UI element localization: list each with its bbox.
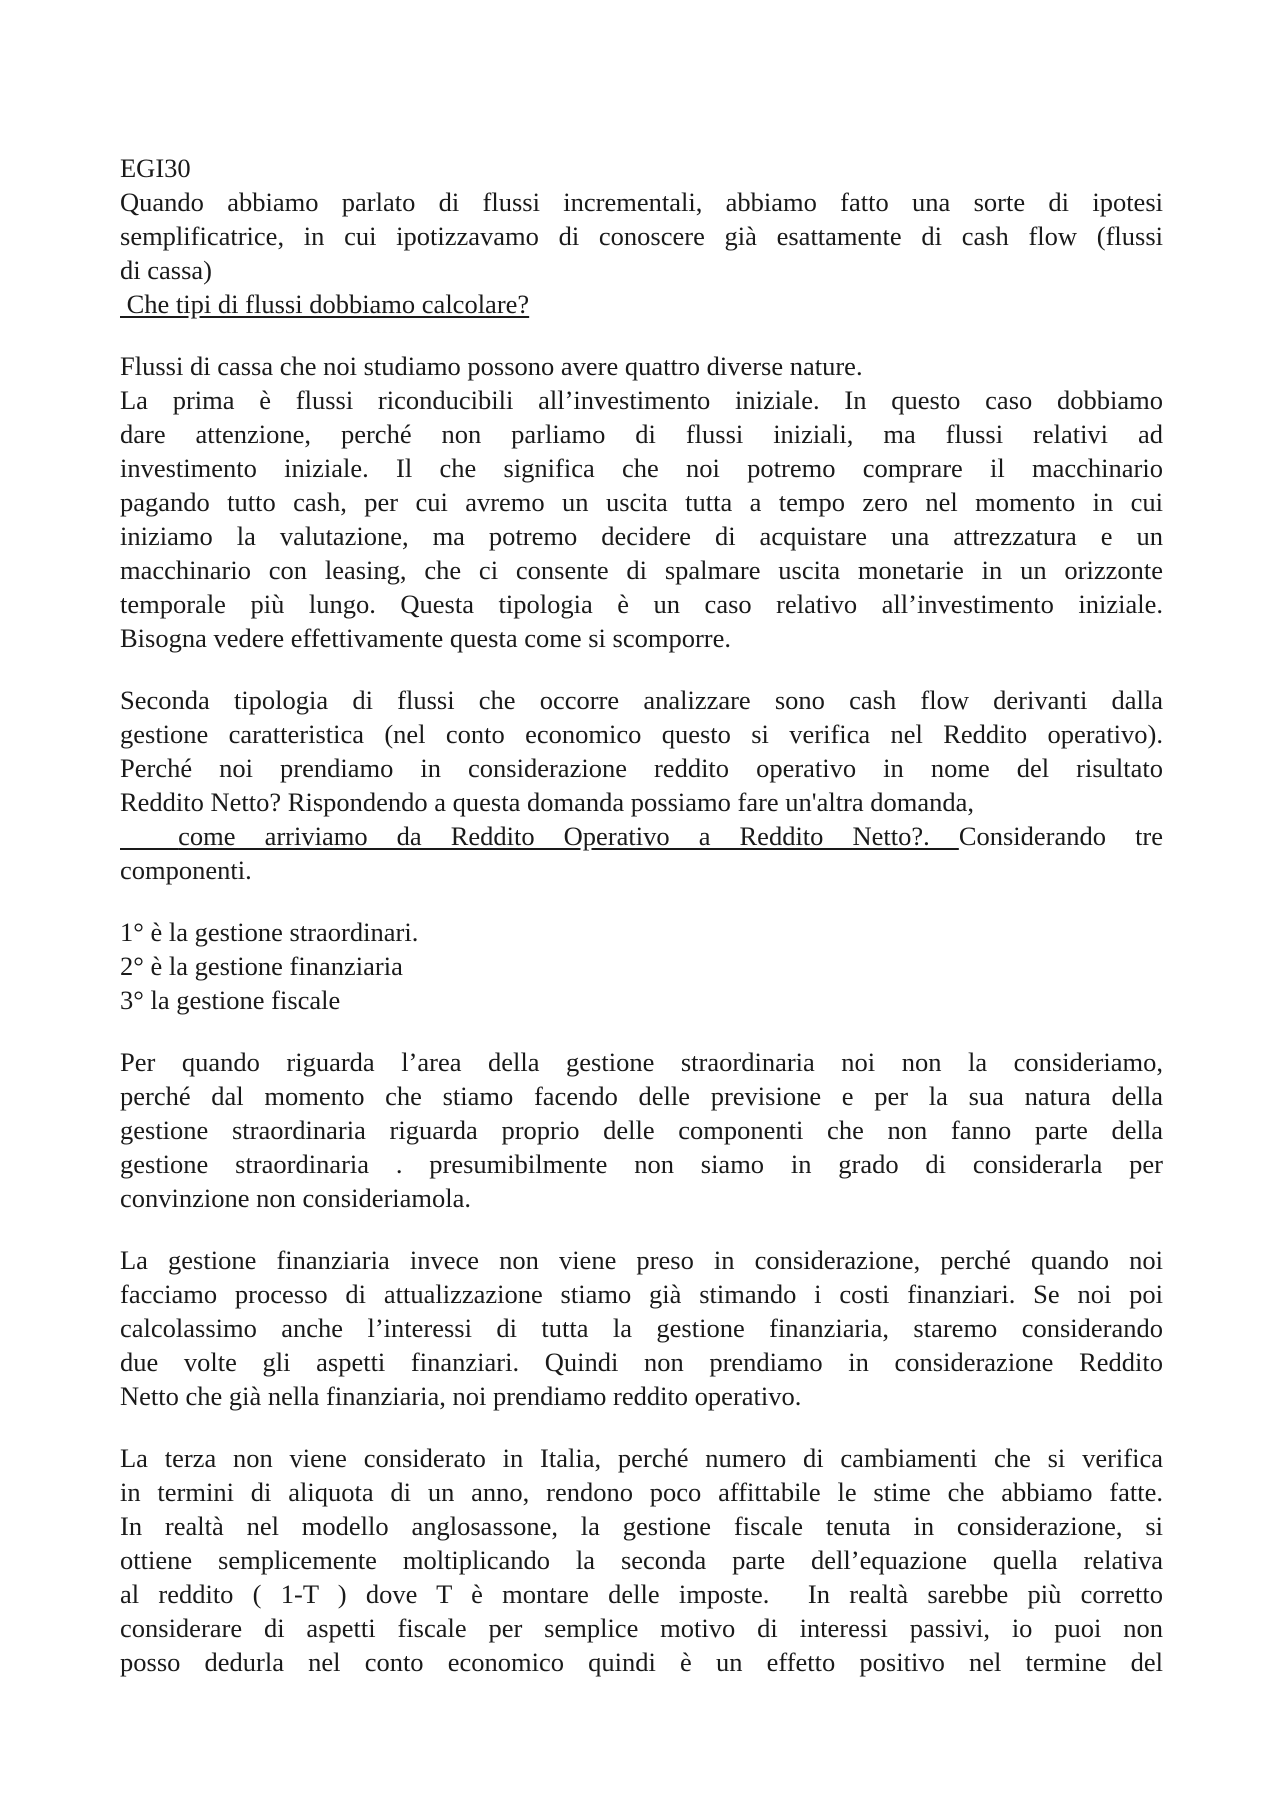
list-item: 2° è la gestione finanziaria bbox=[120, 951, 403, 981]
paragraph-line: Perché noi prendiamo in considerazione reddito operativo in nome del risultato bbox=[120, 753, 1163, 783]
underlined-question: come arriviamo da Reddito Operativo a Reddito Netto?. bbox=[120, 821, 959, 851]
paragraph-line: macchinario con leasing, che ci consente di spalmare uscita monetarie in un orizzonte bbox=[120, 555, 1163, 585]
paragraph-line: in termini di aliquota di un anno, rendono poco affittabile le stime che abbiamo fatte. bbox=[120, 1477, 1163, 1507]
paragraph-line: calcolassimo anche l’interessi di tutta la gestione finanziaria, staremo considerando bbox=[120, 1313, 1163, 1343]
question-line bbox=[120, 287, 1163, 321]
paragraph-investimento bbox=[120, 349, 1163, 655]
paragraph-line: La terza non viene considerato in Italia, perché numero di cambiamenti che si verifica bbox=[120, 1443, 1163, 1473]
paragraph-line: pagando tutto cash, per cui avremo un uscita tutta a tempo zero nel momento in cui bbox=[120, 487, 1163, 517]
paragraph-line: Seconda tipologia di flussi che occorre analizzare sono cash flow derivanti dalla bbox=[120, 685, 1163, 715]
paragraph-line: Flussi di cassa che noi studiamo possono avere quattro diverse nature. bbox=[120, 351, 863, 381]
paragraph-finanziaria bbox=[120, 1243, 1163, 1413]
paragraph-line: perché dal momento che stiamo facendo delle previsione e per la sua natura della bbox=[120, 1081, 1163, 1111]
paragraph-line: componenti. bbox=[120, 855, 252, 885]
paragraph-text: Considerando tre bbox=[958, 821, 1164, 851]
paragraph-line: gestione straordinaria riguarda proprio delle componenti che non fanno parte della bbox=[120, 1115, 1163, 1145]
paragraph-straordinaria bbox=[120, 1045, 1163, 1215]
paragraph-line: In realtà nel modello anglosassone, la gestione fiscale tenuta in considerazione, si bbox=[120, 1511, 1163, 1541]
paragraph-line: Per quando riguarda l’area della gestione straordinaria noi non la consideriamo, bbox=[120, 1047, 1163, 1077]
paragraph-line: facciamo processo di attualizzazione stiamo già stimando i costi finanziari. Se noi poi bbox=[120, 1279, 1163, 1309]
paragraph-line: La prima è flussi riconducibili all’investimento iniziale. In questo caso dobbiamo bbox=[120, 385, 1163, 415]
paragraph-line: La gestione finanziaria invece non viene preso in considerazione, perché quando noi bbox=[120, 1245, 1163, 1275]
paragraph-line: Netto che già nella finanziaria, noi prendiamo reddito operativo. bbox=[120, 1381, 802, 1411]
paragraph-line: al reddito ( 1-T ) dove T è montare delle imposte. In realtà sarebbe più corretto bbox=[120, 1579, 1163, 1609]
intro-line: Quando abbiamo parlato di flussi incrementali, abbiamo fatto una sorte di ipotesi bbox=[120, 187, 1163, 217]
paragraph-line: gestione caratteristica (nel conto economico questo si verifica nel Reddito operativo). bbox=[120, 719, 1163, 749]
intro-line: semplificatrice, in cui ipotizzavamo di conoscere già esattamente di cash flow (flussi bbox=[120, 221, 1163, 251]
paragraph-line: temporale più lungo. Questa tipologia è un caso relativo all’investimento iniziale. bbox=[120, 589, 1163, 619]
paragraph-line: gestione straordinaria . presumibilmente non siamo in grado di considerarla per bbox=[120, 1149, 1163, 1179]
paragraph-line: dare attenzione, perché non parliamo di flussi iniziali, ma flussi relativi ad bbox=[120, 419, 1163, 449]
document-header: EGI30 bbox=[120, 153, 191, 183]
paragraph-line: investimento iniziale. Il che significa che noi potremo comprare il macchinario bbox=[120, 453, 1163, 483]
paragraph-gestione-caratteristica bbox=[120, 683, 1163, 887]
document-body bbox=[120, 151, 1163, 1679]
intro-block bbox=[120, 151, 1163, 321]
list-item: 1° è la gestione straordinari. bbox=[120, 917, 419, 947]
paragraph-line: ottiene semplicemente moltiplicando la seconda parte dell’equazione quella relativa bbox=[120, 1545, 1163, 1575]
paragraph-line: Bisogna vedere effettivamente questa come si scomporre. bbox=[120, 623, 732, 653]
paragraph-fiscale bbox=[120, 1441, 1163, 1679]
paragraph-line: considerare di aspetti fiscale per semplice motivo di interessi passivi, io puoi non bbox=[120, 1613, 1163, 1643]
paragraph-line-mixed bbox=[120, 819, 1163, 853]
question-text: Che tipi di flussi dobbiamo calcolare? bbox=[120, 289, 530, 319]
list-item: 3° la gestione fiscale bbox=[120, 985, 341, 1015]
paragraph-line: convinzione non consideriamola. bbox=[120, 1183, 472, 1213]
paragraph-line: due volte gli aspetti finanziari. Quindi non prendiamo in considerazione Reddito bbox=[120, 1347, 1163, 1377]
paragraph-line: posso dedurla nel conto economico quindi è un effetto positivo nel termine del bbox=[120, 1647, 1163, 1677]
components-list bbox=[120, 915, 1163, 1017]
paragraph-line: iniziamo la valutazione, ma potremo decidere di acquistare una attrezzatura e un bbox=[120, 521, 1163, 551]
paragraph-line: Reddito Netto? Rispondendo a questa domanda possiamo fare un'altra domanda, bbox=[120, 787, 975, 817]
intro-line: di cassa) bbox=[120, 255, 212, 285]
